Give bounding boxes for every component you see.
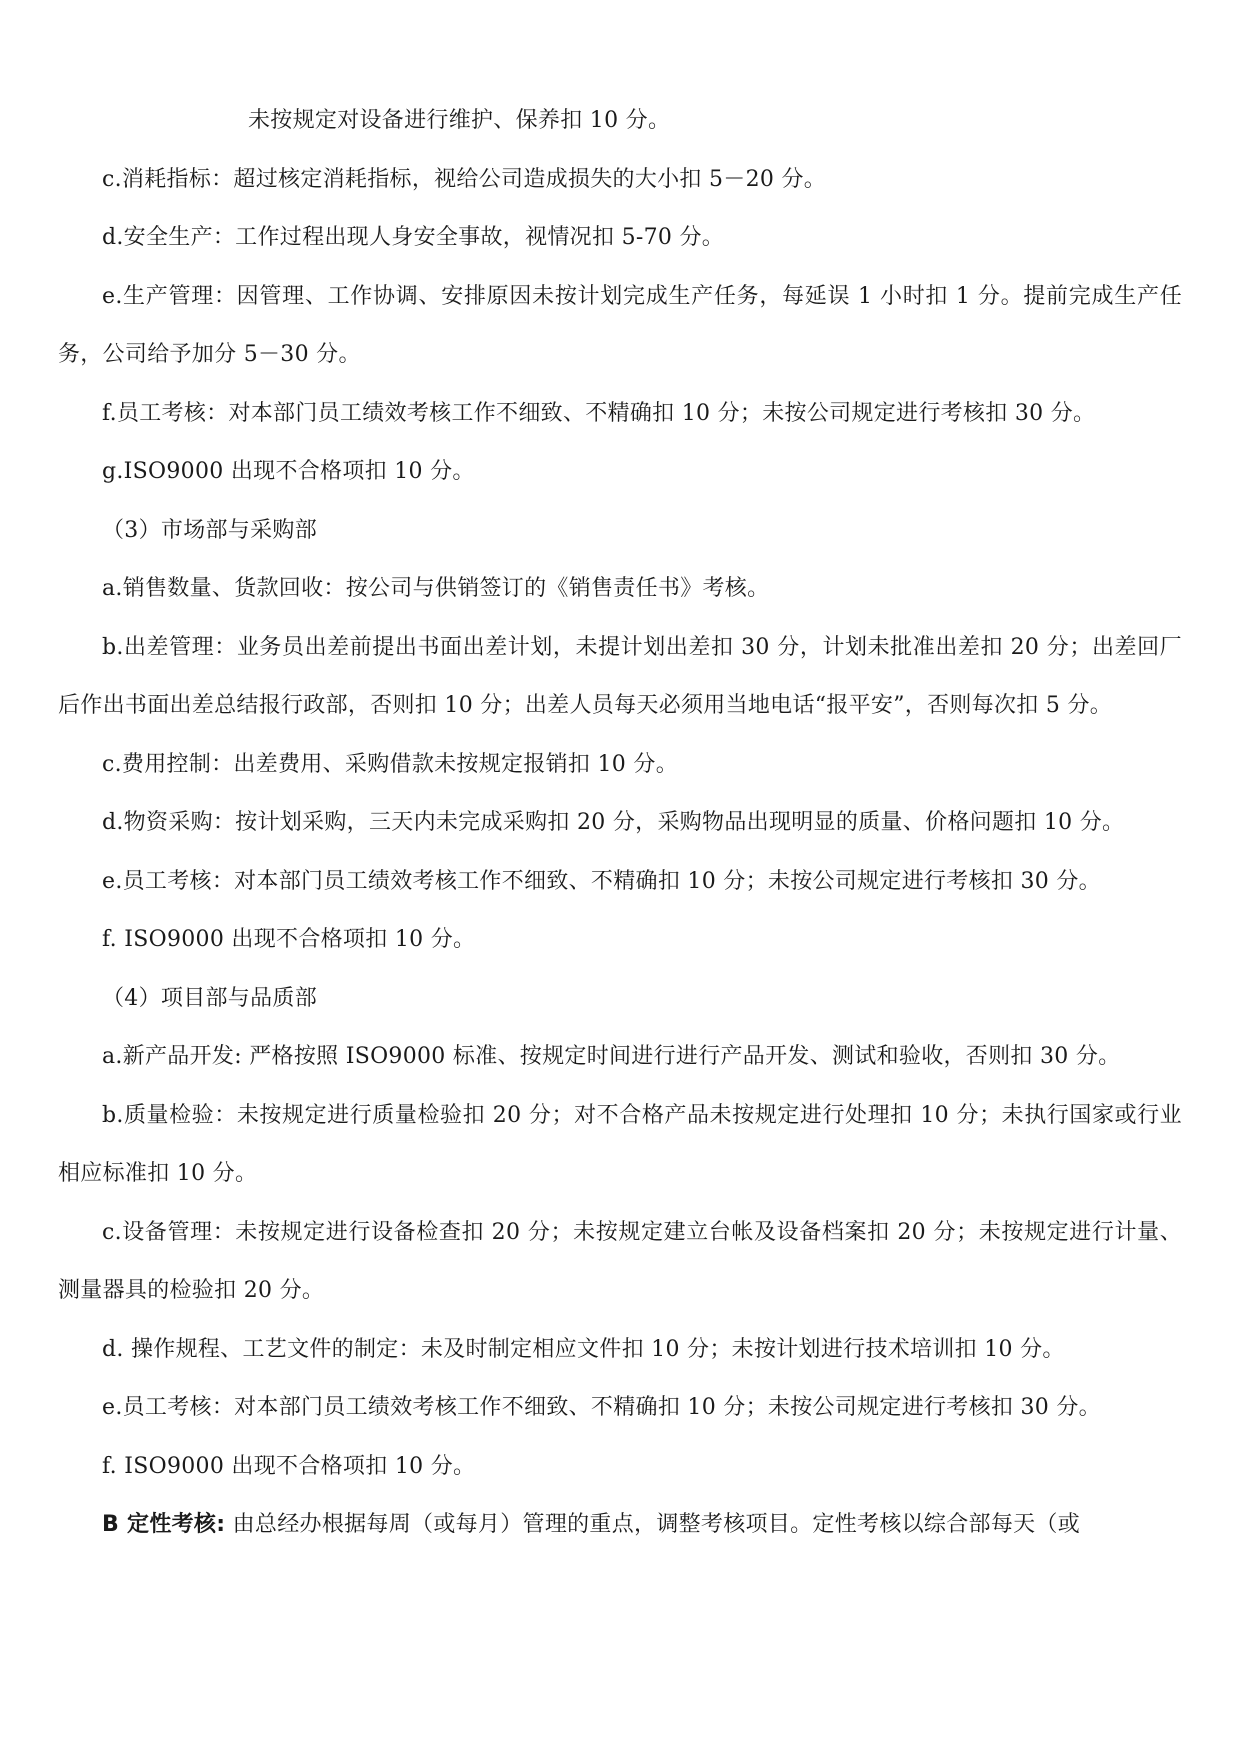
paragraph-iso-2: f. ISO9000 出现不合格项扣 10 分。 <box>102 927 476 952</box>
paragraph-quality-inspection: b.质量检验：未按规定进行质量检验扣 20 分；对不合格产品未按规定进行处理扣 10 分；未执行国家或行业相应标准扣 10 分。 <box>58 1102 1182 1186</box>
qualitative-lead: B 定性考核: <box>102 1512 226 1537</box>
paragraph-employee-assessment-1: f.员工考核：对本部门员工绩效考核工作不细致、不精确扣 10 分；未按公司规定进行考核扣 30 分。 <box>102 400 1096 426</box>
paragraph-maintenance: 未按规定对设备进行维护、保养扣 10 分。 <box>248 108 671 133</box>
paragraph-equipment-management: c.设备管理：未按规定进行设备检查扣 20 分；未按规定建立台帐及设备档案扣 20 分；未按规定进行计量、测量器具的检验扣 20 分。 <box>58 1219 1182 1303</box>
paragraph-employee-assessment-2: e.员工考核：对本部门员工绩效考核工作不细致、不精确扣 10 分；未按公司规定进行考核扣 30 分。 <box>102 868 1101 894</box>
paragraph-procurement: d.物资采购：按计划采购，三天内未完成采购扣 20 分，采购物品出现明显的质量、价格问题扣 10 分。 <box>102 810 1125 835</box>
paragraph-sales: a.销售数量、货款回收：按公司与供销签订的《销售责任书》考核。 <box>102 576 770 601</box>
section-heading-project-quality: （4）项目部与品质部 <box>102 985 317 1011</box>
paragraph-qualitative-assessment <box>58 1496 1182 1555</box>
section-heading-market-purchase: （3）市场部与采购部 <box>102 517 317 543</box>
paragraph-cost-control: c.费用控制：出差费用、采购借款未按规定报销扣 10 分。 <box>102 751 678 777</box>
paragraph-safety: d.安全生产：工作过程出现人身安全事故，视情况扣 5-70 分。 <box>102 225 725 250</box>
paragraph-business-trip: b.出差管理：业务员出差前提出书面出差计划，未提计划出差扣 30 分，计划未批准出差扣 20 分；出差回厂后作出书面出差总结报行政部，否则扣 10 分；出差人员每天必须用当地电话“报平安”，否则每次扣 5 分。 <box>58 634 1182 718</box>
paragraph-procedures: d. 操作规程、工艺文件的制定：未及时制定相应文件扣 10 分；未按计划进行技术培训扣 10 分。 <box>102 1336 1065 1362</box>
document-page <box>58 92 1182 1555</box>
paragraph-consumption-index: c.消耗指标：超过核定消耗指标，视给公司造成损失的大小扣 5－20 分。 <box>102 166 827 192</box>
qualitative-text: 由总经办根据每周（或每月）管理的重点，调整考核项目。定性考核以综合部每天（或 <box>225 1512 1081 1537</box>
paragraph-new-product: a.新产品开发: 严格按照 ISO9000 标准、按规定时间进行进行产品开发、测试和验收，否则扣 30 分。 <box>102 1044 1121 1069</box>
paragraph-iso-1: g.ISO9000 出现不合格项扣 10 分。 <box>102 459 475 484</box>
paragraph-iso-3: f. ISO9000 出现不合格项扣 10 分。 <box>102 1453 476 1479</box>
paragraph-production-management: e.生产管理：因管理、工作协调、安排原因未按计划完成生产任务，每延误 1 小时扣 1 分。提前完成生产任务，公司给予加分 5－30 分。 <box>58 283 1182 367</box>
paragraph-employee-assessment-3: e.员工考核：对本部门员工绩效考核工作不细致、不精确扣 10 分；未按公司规定进行考核扣 30 分。 <box>102 1395 1101 1420</box>
